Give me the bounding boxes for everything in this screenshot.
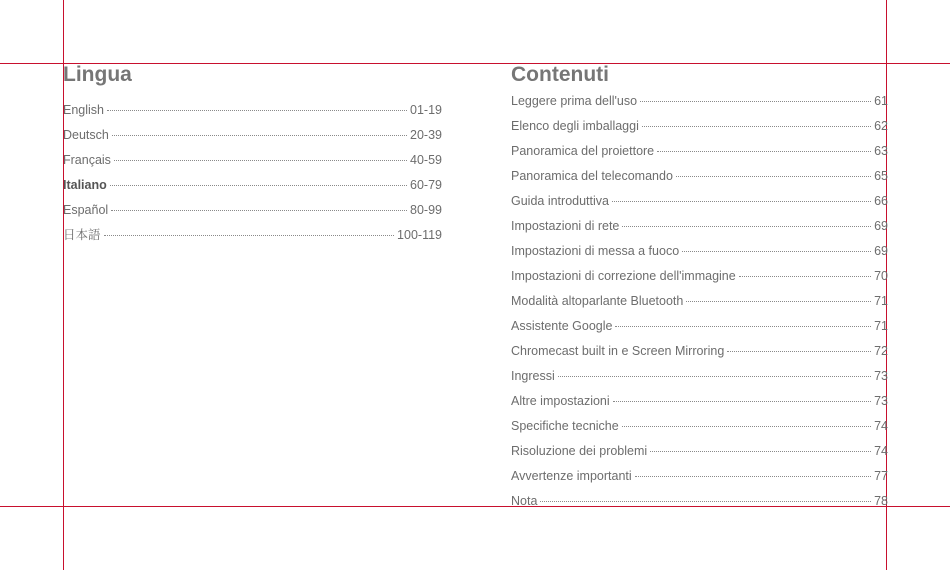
contenuti-heading: Contenuti bbox=[511, 63, 609, 86]
dot-leader bbox=[739, 275, 871, 277]
dot-leader bbox=[612, 200, 871, 202]
toc-entry-label: Panoramica del proiettore bbox=[511, 144, 655, 158]
toc-entry-row[interactable] bbox=[511, 218, 888, 234]
toc-entry-row[interactable] bbox=[511, 418, 888, 434]
toc-entry-label: Impostazioni di messa a fuoco bbox=[511, 244, 680, 258]
toc-entry-page: 69 bbox=[874, 244, 888, 258]
toc-entry-row[interactable] bbox=[511, 293, 888, 309]
language-label: Italiano bbox=[63, 178, 107, 192]
dot-leader bbox=[682, 250, 871, 252]
toc-entry-row[interactable] bbox=[511, 168, 888, 184]
language-page: 40-59 bbox=[410, 153, 442, 167]
toc-entry-row[interactable] bbox=[511, 443, 888, 459]
toc-entry-row[interactable] bbox=[511, 493, 888, 509]
toc-entry-label: Impostazioni di rete bbox=[511, 219, 620, 233]
language-row[interactable] bbox=[63, 202, 442, 218]
language-label: English bbox=[63, 103, 104, 117]
toc-entry-row[interactable] bbox=[511, 368, 888, 384]
dot-leader bbox=[727, 350, 871, 352]
toc-entry-label: Nota bbox=[511, 494, 538, 508]
toc-entry-page: 73 bbox=[874, 369, 888, 383]
toc-entry-label: Assistente Google bbox=[511, 319, 613, 333]
dot-leader bbox=[657, 150, 871, 152]
dot-leader bbox=[676, 175, 871, 177]
lingua-heading: Lingua bbox=[63, 63, 132, 86]
dot-leader bbox=[540, 500, 871, 502]
toc-entry-row[interactable] bbox=[511, 468, 888, 484]
language-page: 01-19 bbox=[410, 103, 442, 117]
language-label: Français bbox=[63, 153, 111, 167]
toc-entry-page: 71 bbox=[874, 319, 888, 333]
toc-entry-page: 61 bbox=[874, 94, 888, 108]
guide-line-right bbox=[886, 0, 887, 570]
toc-entry-row[interactable] bbox=[511, 318, 888, 334]
dot-leader bbox=[613, 400, 871, 402]
toc-entry-label: Elenco degli imballaggi bbox=[511, 119, 639, 133]
dot-leader bbox=[686, 300, 871, 302]
toc-entry-page: 66 bbox=[874, 194, 888, 208]
toc-entry-row[interactable] bbox=[511, 243, 888, 259]
toc-entry-label: Impostazioni di correzione dell'immagine bbox=[511, 269, 736, 283]
dot-leader bbox=[104, 234, 395, 236]
toc-entry-page: 70 bbox=[874, 269, 888, 283]
toc-entry-page: 77 bbox=[874, 469, 888, 483]
language-label: Deutsch bbox=[63, 128, 109, 142]
dot-leader bbox=[642, 125, 871, 127]
toc-entry-page: 74 bbox=[874, 444, 888, 458]
toc-entry-label: Altre impostazioni bbox=[511, 394, 610, 408]
language-row[interactable] bbox=[63, 152, 442, 168]
toc-entry-page: 78 bbox=[874, 494, 888, 508]
toc-entry-page: 73 bbox=[874, 394, 888, 408]
dot-leader bbox=[635, 475, 871, 477]
toc-entry-page: 62 bbox=[874, 119, 888, 133]
language-page: 80-99 bbox=[410, 203, 442, 217]
language-row[interactable] bbox=[63, 177, 442, 193]
toc-entry-page: 63 bbox=[874, 144, 888, 158]
dot-leader bbox=[112, 134, 407, 136]
language-page: 60-79 bbox=[410, 178, 442, 192]
dot-leader bbox=[114, 159, 407, 161]
toc-entry-row[interactable] bbox=[511, 93, 888, 109]
dot-leader bbox=[622, 225, 871, 227]
language-page: 20-39 bbox=[410, 128, 442, 142]
toc-entry-page: 74 bbox=[874, 419, 888, 433]
dot-leader bbox=[558, 375, 871, 377]
toc-entry-label: Leggere prima dell'uso bbox=[511, 94, 638, 108]
dot-leader bbox=[615, 325, 871, 327]
toc-entry-label: Modalità altoparlante Bluetooth bbox=[511, 294, 684, 308]
guide-line-top bbox=[0, 63, 950, 64]
dot-leader bbox=[622, 425, 871, 427]
language-row[interactable] bbox=[63, 127, 442, 143]
language-row[interactable] bbox=[63, 227, 442, 243]
toc-entry-label: Ingressi bbox=[511, 369, 555, 383]
toc-entry-label: Guida introduttiva bbox=[511, 194, 609, 208]
dot-leader bbox=[110, 184, 407, 186]
toc-entry-label: Chromecast built in e Screen Mirroring bbox=[511, 344, 725, 358]
dot-leader bbox=[640, 100, 871, 102]
language-label: 日本語 bbox=[63, 228, 101, 242]
toc-entry-row[interactable] bbox=[511, 193, 888, 209]
toc-entry-row[interactable] bbox=[511, 268, 888, 284]
toc-entry-label: Specifiche tecniche bbox=[511, 419, 619, 433]
toc-entry-row[interactable] bbox=[511, 343, 888, 359]
language-label: Español bbox=[63, 203, 109, 217]
toc-entry-row[interactable] bbox=[511, 118, 888, 134]
toc-entry-page: 71 bbox=[874, 294, 888, 308]
dot-leader bbox=[107, 109, 407, 111]
toc-entry-page: 72 bbox=[874, 344, 888, 358]
toc-entry-row[interactable] bbox=[511, 143, 888, 159]
toc-entry-label: Panoramica del telecomando bbox=[511, 169, 673, 183]
toc-entry-label: Avvertenze importanti bbox=[511, 469, 632, 483]
toc-entry-label: Risoluzione dei problemi bbox=[511, 444, 648, 458]
dot-leader bbox=[111, 209, 407, 211]
toc-entry-page: 69 bbox=[874, 219, 888, 233]
language-row[interactable] bbox=[63, 102, 442, 118]
toc-entry-row[interactable] bbox=[511, 393, 888, 409]
dot-leader bbox=[650, 450, 871, 452]
toc-entry-page: 65 bbox=[874, 169, 888, 183]
language-page: 100-119 bbox=[397, 228, 442, 242]
